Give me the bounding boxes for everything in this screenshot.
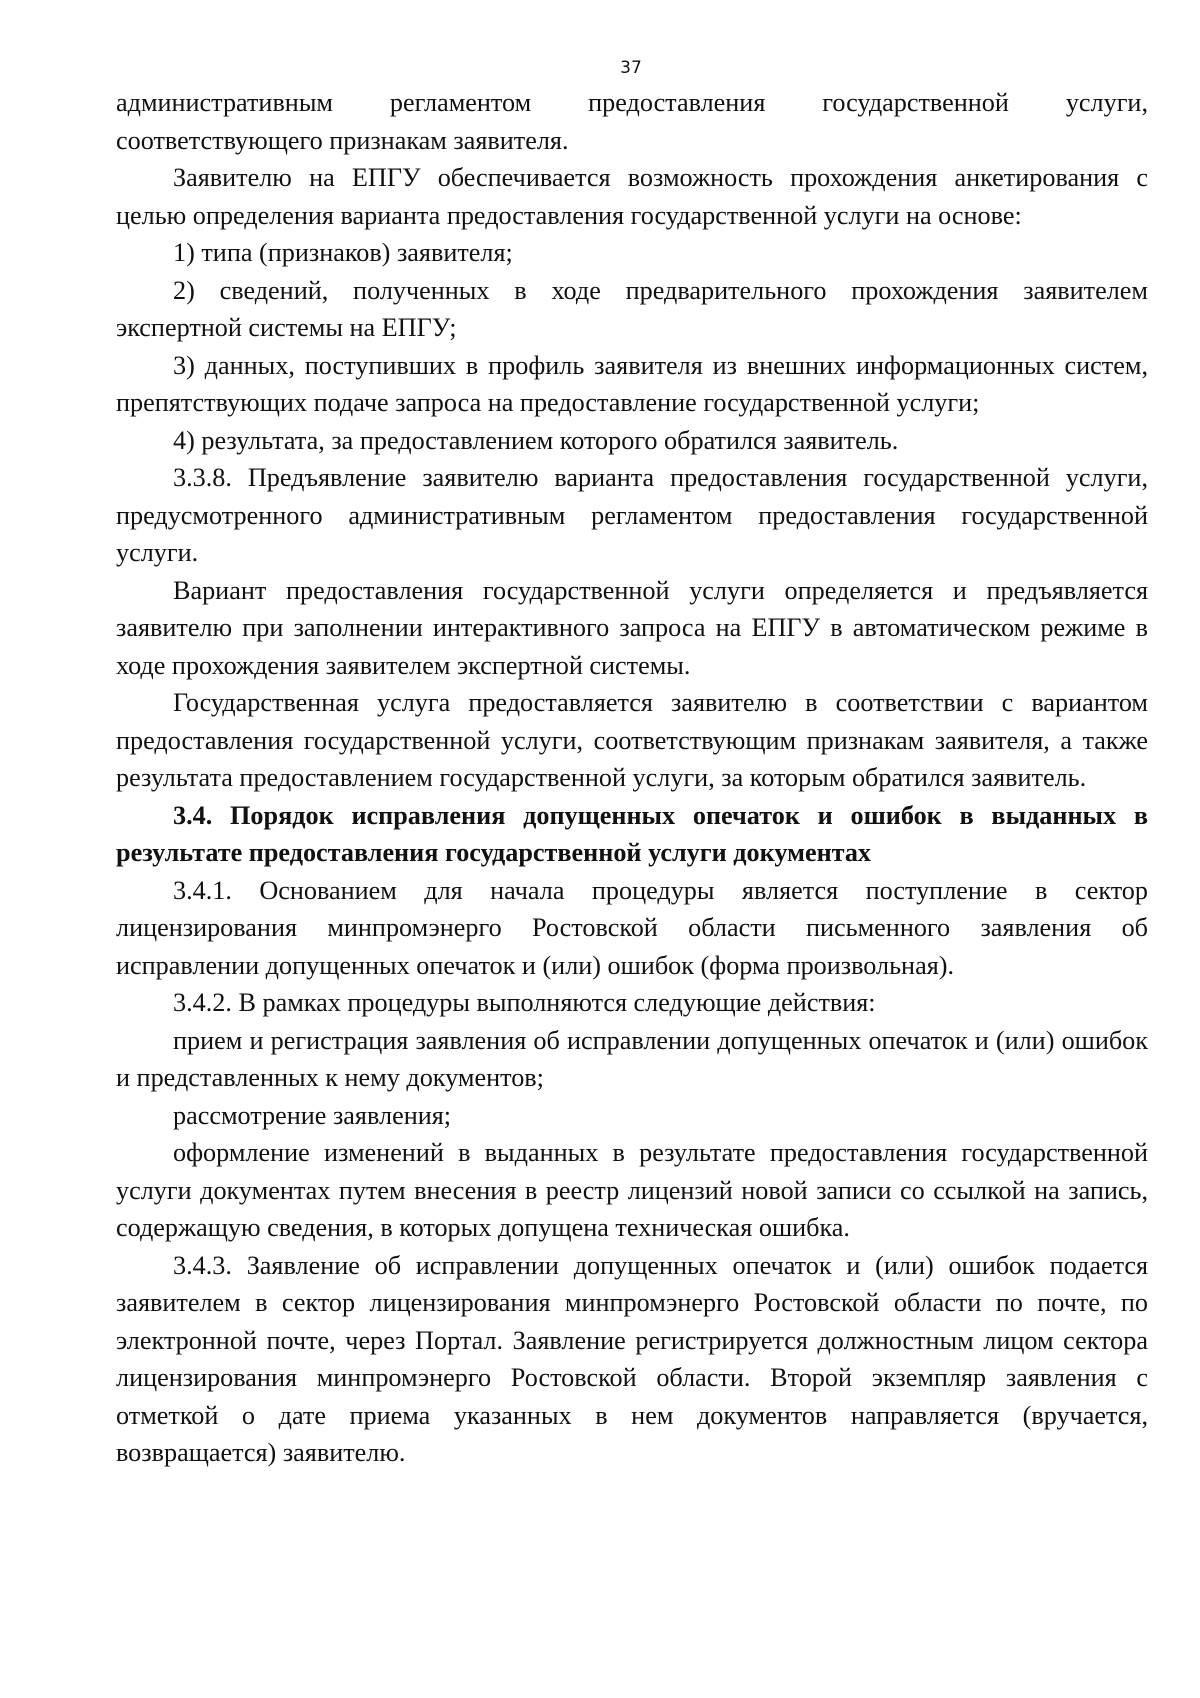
document-body xyxy=(116,84,1148,1472)
section-heading-3-4: 3.4. Порядок исправления допущенных опечаток и ошибок в выданных в результате предоставления государственной услуги документах xyxy=(116,800,1148,867)
list-item-4: 4) результата, за предоставлением которого обратился заявитель. xyxy=(173,425,899,455)
list-item-1: 1) типа (признаков) заявителя; xyxy=(173,238,513,267)
list-item-3: 3) данных, поступивших в профиль заявителя из внешних информационных систем, препятствующих подаче запроса на предоставление государственной услуги; xyxy=(116,350,1148,417)
paragraph-3-3-8: 3.3.8. Предъявление заявителю варианта предоставления государственной услуги, предусмотренного административным регламентом предоставления государственной услуги. xyxy=(116,463,1148,567)
paragraph-3-4-3: 3.4.3. Заявление об исправлении допущенных опечаток и (или) ошибок подается заявителем в сектор лицензирования минпромэнерго Ростовской области по почте, по электронной почте, через Портал. Заявление регистрируется должностным лицом сектора лицензирования минпромэнерго Ростовской области. Второй экземпляр заявления с отметкой о дате приема указанных в нем документов направляется (вручается, возвращается) заявителю. xyxy=(116,1250,1148,1467)
action-item-review: рассмотрение заявления; xyxy=(173,1100,452,1130)
paragraph-3-4-1: 3.4.1. Основанием для начала процедуры является поступление в сектор лицензирования минпромэнерго Ростовской области письменного заявления об исправлении допущенных опечаток и (или) ошибок (форма произвольная). xyxy=(116,875,1148,980)
paragraph-3-4-2: 3.4.2. В рамках процедуры выполняются следующие действия: xyxy=(173,988,876,1017)
page-number: 37 xyxy=(620,58,642,78)
list-item-2: 2) сведений, полученных в ходе предварительного прохождения заявителем экспертной системы на ЕПГУ; xyxy=(116,275,1148,342)
paragraph-variant: Вариант предоставления государственной услуги определяется и предъявляется заявителю при заполнении интерактивного запроса на ЕПГУ в автоматическом режиме в ходе прохождения заявителем экспертной системы. xyxy=(116,575,1148,680)
action-item-changes: оформление изменений в выданных в результате предоставления государственной услуги документах путем внесения в реестр лицензий новой записи со ссылкой на запись, содержащую сведения, в которых допущена техническая ошибка. xyxy=(116,1138,1148,1242)
paragraph-service-provided: Государственная услуга предоставляется заявителю в соответствии с вариантом предоставления государственной услуги, соответствующим признакам заявителя, а также результата предоставлением государственной услуги, за которым обратился заявитель. xyxy=(116,688,1148,792)
action-item-reception: прием и регистрация заявления об исправлении допущенных опечаток и (или) ошибок и представленных к нему документов; xyxy=(116,1025,1148,1092)
paragraph-questionnaire: Заявителю на ЕПГУ обеспечивается возможность прохождения анкетирования с целью определения варианта предоставления государственной услуги на основе: xyxy=(116,163,1148,230)
paragraph-continuation: административным регламентом предоставления государственной услуги, соответствующего признакам заявителя. xyxy=(116,88,1148,155)
